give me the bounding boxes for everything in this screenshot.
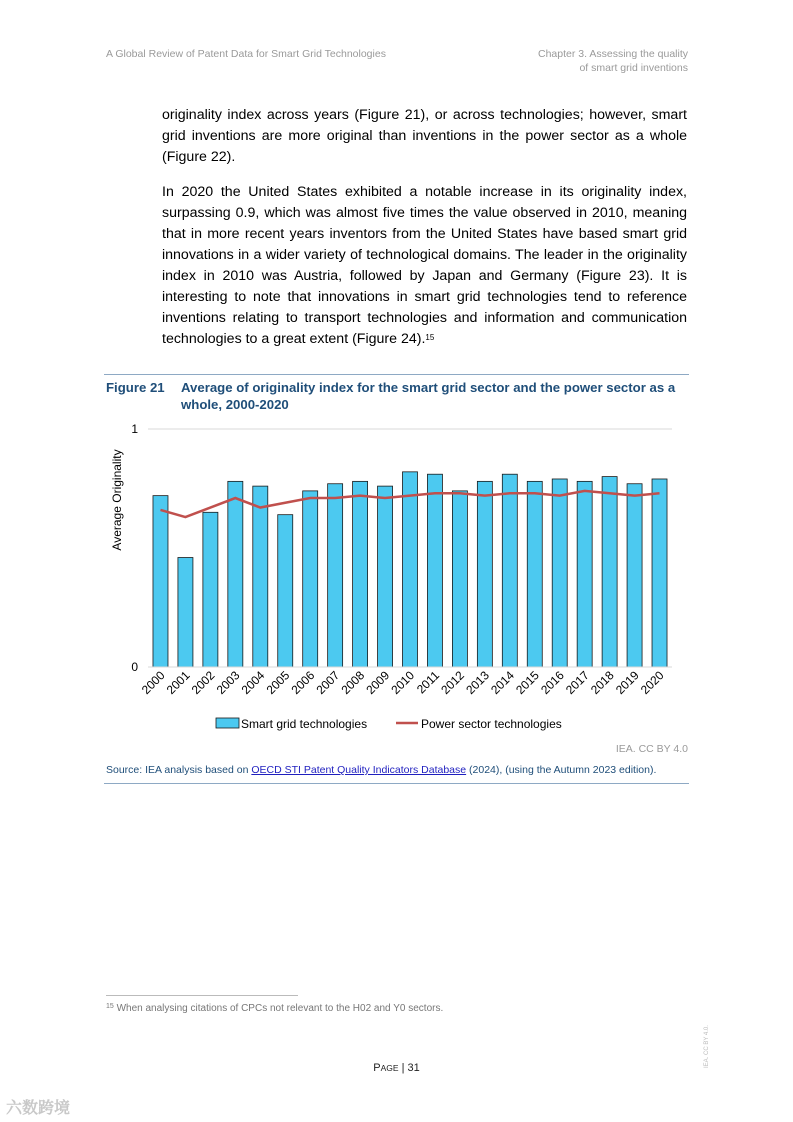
x-tick-label-2016: 2016 <box>538 668 567 698</box>
footnote <box>106 1003 443 1014</box>
x-tick-label-2018: 2018 <box>587 668 617 698</box>
running-header-left: A Global Review of Patent Data for Smart Grid Technologies <box>106 48 386 60</box>
x-tick-label-2001: 2001 <box>163 668 193 698</box>
figure-top-rule <box>104 374 689 375</box>
x-tick-label-2010: 2010 <box>388 668 418 698</box>
bar-smart-grid-2000 <box>153 496 168 667</box>
page-number: PAGE | 31 <box>373 1062 420 1074</box>
originality-chart <box>104 418 689 740</box>
bar-smart-grid-2016 <box>552 479 567 667</box>
body-paragraph-1: originality index across years (Figure 21), or across technologies; however, smart grid inventions are more original than inventions in the power sector as a whole (Figure 22). <box>162 107 687 165</box>
legend-label-smart-grid: Smart grid technologies <box>241 717 368 731</box>
running-header-right-line1: Chapter 3. Assessing the quality <box>537 48 688 60</box>
legend-swatch-smart-grid <box>216 718 239 728</box>
bar-smart-grid-2019 <box>627 484 642 667</box>
bar-smart-grid-2010 <box>403 472 418 667</box>
footnote-text: When analysing citations of CPCs not relevant to the H02 and Y0 sectors. <box>113 1003 444 1014</box>
x-tick-label-2006: 2006 <box>288 668 318 698</box>
figure-bottom-rule <box>104 783 689 784</box>
bar-smart-grid-2011 <box>427 474 442 667</box>
y-tick-label: 0 <box>131 660 138 674</box>
page-label-prefix: P <box>373 1062 381 1074</box>
page-number-value: 31 <box>407 1062 420 1074</box>
x-tick-label-2019: 2019 <box>612 668 642 698</box>
x-tick-label-2013: 2013 <box>463 668 492 698</box>
footnote-number: 15 <box>106 1003 114 1010</box>
source-prefix: Source: IEA analysis based on <box>106 764 252 776</box>
page-label-word: AGE <box>380 1063 399 1073</box>
running-header-right-line2: of smart grid inventions <box>579 61 688 74</box>
source-suffix: (2024), (using the Autumn 2023 edition). <box>466 764 657 776</box>
x-tick-label-2004: 2004 <box>238 668 268 698</box>
source-link[interactable]: OECD STI Patent Quality Indicators Database <box>251 764 467 776</box>
bar-smart-grid-2009 <box>378 486 393 667</box>
x-tick-label-2012: 2012 <box>438 668 468 698</box>
x-tick-label-2005: 2005 <box>263 668 293 698</box>
x-tick-label-2002: 2002 <box>188 668 218 698</box>
x-tick-label-2003: 2003 <box>213 668 243 698</box>
x-tick-labels <box>139 668 667 697</box>
bar-smart-grid-2013 <box>477 481 492 667</box>
watermark-logo: 六数跨境 <box>6 1100 71 1117</box>
body-paragraph-2 <box>162 182 687 350</box>
y-tick-labels <box>131 422 138 674</box>
bar-smart-grid-2005 <box>278 515 293 667</box>
legend <box>216 717 562 731</box>
x-tick-label-2011: 2011 <box>413 668 443 697</box>
bar-smart-grid-2014 <box>502 474 517 667</box>
y-axis-label: Average Originality <box>110 449 124 551</box>
bar-smart-grid-2001 <box>178 558 193 667</box>
footnote-reference[interactable]: 15 <box>425 333 435 342</box>
x-tick-label-2008: 2008 <box>338 668 368 698</box>
bar-smart-grid-2007 <box>328 484 343 667</box>
bar-smart-grid-2002 <box>203 512 218 667</box>
bar-smart-grid-2006 <box>303 491 318 667</box>
body-paragraph-2-text: In 2020 the United States exhibited a notable increase in its originality index, surpassing 0.9, which was almost five times the value observed in 2010, meaning that in more recent years inventors from the United States have based smart grid innovations in a wider variety of technological domains. The leader in the originality index in 2010 was Austria, followed by Japan and Germany (Figure 23). It is interesting to note that innovations in smart grid technologies tend to reference inventions relating to transport technologies and information and communication technologies to a great extent (Figure 24). <box>162 184 687 347</box>
x-tick-label-2014: 2014 <box>488 668 517 698</box>
running-header-right <box>538 48 688 75</box>
figure-source <box>106 764 656 776</box>
x-tick-label-2000: 2000 <box>138 668 168 698</box>
figure-credit: IEA. CC BY 4.0 <box>615 743 688 755</box>
bar-smart-grid-2018 <box>602 477 617 667</box>
bar-smart-grid-2004 <box>253 486 268 667</box>
x-tick-label-2007: 2007 <box>313 668 343 698</box>
bar-smart-grid-2012 <box>452 491 467 667</box>
figure-number: Figure 21 <box>106 380 165 395</box>
legend-label-power-sector: Power sector technologies <box>421 717 562 731</box>
figure-title: Average of originality index for the smart grid sector and the power sector as a whole, 2000-2020 <box>181 380 676 412</box>
x-tick-label-2015: 2015 <box>513 668 542 698</box>
bar-smart-grid-2015 <box>527 481 542 667</box>
y-tick-label: 1 <box>131 422 138 436</box>
side-license-text: IEA. CC BY 4.0. <box>704 1025 710 1068</box>
bar-smart-grid-2020 <box>652 479 667 667</box>
footnote-rule <box>106 995 298 996</box>
bar-smart-grid-2008 <box>353 481 368 667</box>
bar-smart-grid-2003 <box>228 481 243 667</box>
x-tick-label-2020: 2020 <box>637 668 667 698</box>
side-license-mark <box>698 1018 718 1068</box>
bar-smart-grid-2017 <box>577 481 592 667</box>
x-tick-label-2009: 2009 <box>363 668 393 698</box>
x-tick-label-2017: 2017 <box>563 668 592 698</box>
